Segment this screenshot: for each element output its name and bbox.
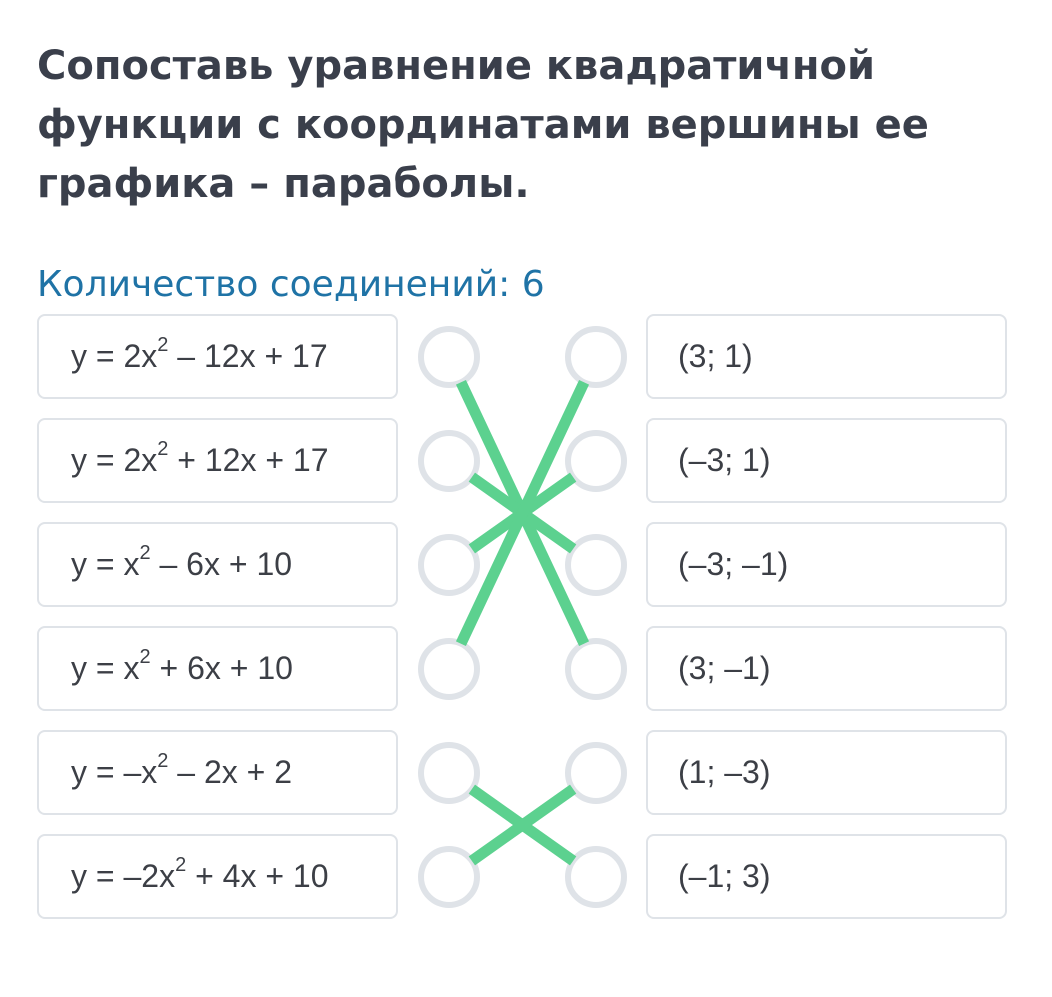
connection-line[interactable] [472, 789, 573, 861]
connection-line[interactable] [461, 382, 584, 643]
equation-text: $y = x^2 - 6x + 10$ [71, 542, 293, 582]
vertex-card-1[interactable] [646, 314, 1007, 399]
left-connector-4[interactable] [418, 638, 480, 700]
left-connector-3[interactable] [418, 534, 480, 596]
equation-card-5[interactable] [37, 730, 398, 815]
equation-text: $y = 2x^2 - 12x + 17$ [71, 334, 328, 374]
connection-line[interactable] [472, 789, 573, 861]
equation-text: $y = -2x^2 + 4x + 10$ [71, 854, 329, 894]
left-connector-6[interactable] [418, 846, 480, 908]
connection-line[interactable] [472, 477, 573, 549]
equation-card-1[interactable] [37, 314, 398, 399]
equation-text: $y = x^2 + 6x + 10$ [71, 646, 293, 686]
task-title: Сопоставь уравнение квадратичной функции с координатами вершины ее графика – параболы. [37, 43, 929, 207]
connection-line[interactable] [461, 382, 584, 643]
vertex-text: (–3; –1) [678, 546, 789, 582]
vertex-card-5[interactable] [646, 730, 1007, 815]
equation-card-2[interactable] [37, 418, 398, 503]
equation-text: $y = -x^2 - 2x + 2$ [71, 750, 293, 790]
connection-line[interactable] [472, 477, 573, 549]
connections-count: Количество соединений: 6 [37, 264, 545, 305]
vertex-text: (–1; 3) [678, 858, 771, 894]
right-connector-2[interactable] [565, 430, 627, 492]
vertex-text: (1; –3) [678, 754, 771, 790]
equation-card-3[interactable] [37, 522, 398, 607]
equation-card-4[interactable] [37, 626, 398, 711]
right-connector-4[interactable] [565, 638, 627, 700]
right-connector-5[interactable] [565, 742, 627, 804]
vertex-text: (3; 1) [678, 338, 753, 374]
left-connector-5[interactable] [418, 742, 480, 804]
equation-card-6[interactable] [37, 834, 398, 919]
equation-text: $y = 2x^2 + 12x + 17$ [71, 438, 329, 478]
vertex-text: (–3; 1) [678, 442, 771, 478]
vertex-card-3[interactable] [646, 522, 1007, 607]
vertex-card-4[interactable] [646, 626, 1007, 711]
left-connector-2[interactable] [418, 430, 480, 492]
right-connector-6[interactable] [565, 846, 627, 908]
vertex-card-6[interactable] [646, 834, 1007, 919]
vertex-card-2[interactable] [646, 418, 1007, 503]
right-connector-1[interactable] [565, 326, 627, 388]
vertex-text: (3; –1) [678, 650, 771, 686]
left-connector-1[interactable] [418, 326, 480, 388]
right-connector-3[interactable] [565, 534, 627, 596]
